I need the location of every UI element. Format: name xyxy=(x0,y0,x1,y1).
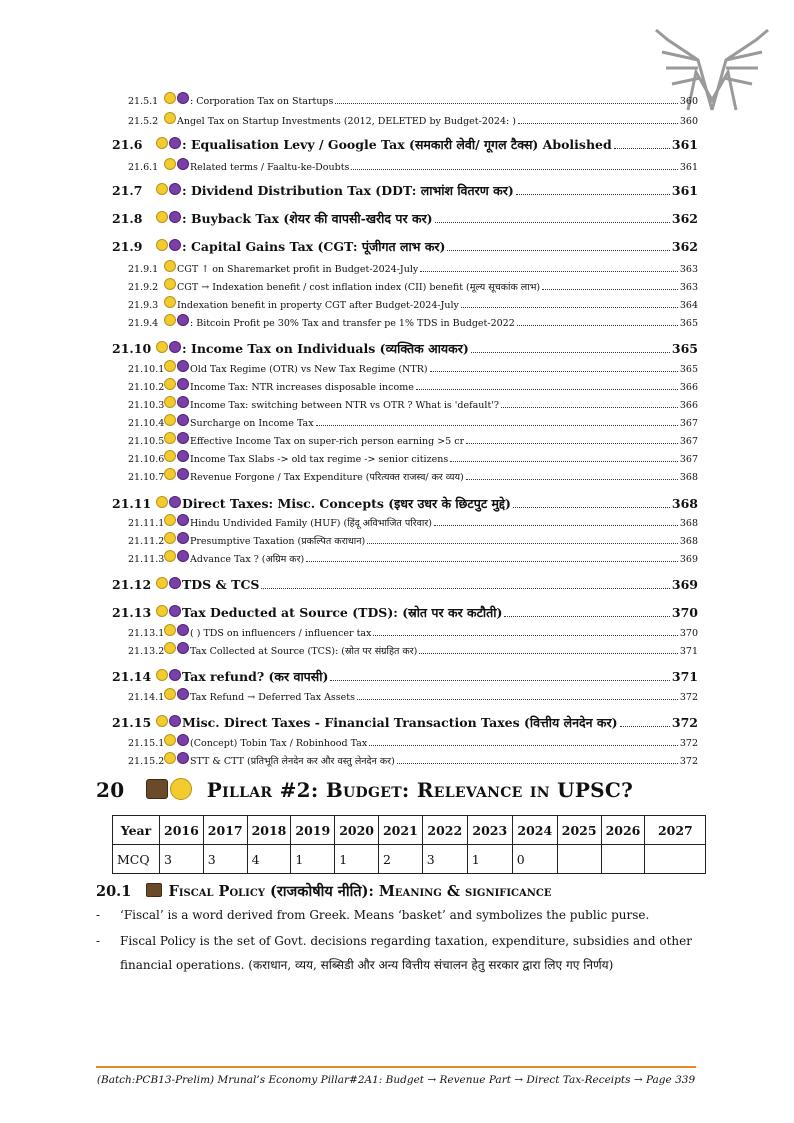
person-icon xyxy=(169,137,181,149)
toc-number: 21.10.6 xyxy=(128,454,165,465)
toc-number: 21.13.1 xyxy=(128,628,165,639)
lemon-icon xyxy=(164,296,176,308)
toc-entry[interactable] xyxy=(128,450,698,465)
toc-entry[interactable] xyxy=(128,296,698,311)
toc-title: Income Tax: NTR increases disposable income xyxy=(190,382,414,393)
year-cell: 2024 xyxy=(512,816,557,845)
mcq-cell xyxy=(645,845,706,874)
toc-page: 361 xyxy=(671,183,698,198)
toc-title: Tax Refund → Deferred Tax Assets xyxy=(190,692,355,703)
toc-title: Income Tax Slabs -> old tax regime -> senior citizens xyxy=(190,454,449,465)
toc-leader xyxy=(435,221,670,223)
toc-entry[interactable] xyxy=(112,495,698,512)
toc-number: 21.5.1 xyxy=(128,96,159,107)
toc-entry[interactable] xyxy=(128,624,698,639)
person-icon xyxy=(169,669,181,681)
toc-entry[interactable] xyxy=(128,92,698,107)
mcq-row xyxy=(113,845,706,874)
person-icon xyxy=(177,450,189,462)
toc-title: CGT → Indexation benefit / cost inflation index (CII) benefit (मूल्य सूचकांक लाभ) xyxy=(177,282,541,293)
toc-entry[interactable] xyxy=(128,378,698,393)
year-cell: 2021 xyxy=(378,816,422,845)
toc-title: Direct Taxes: Misc. Concepts (इधर उधर के छिटपुट मुद्दे) xyxy=(182,496,511,511)
toc-page: 371 xyxy=(671,669,698,684)
person-icon xyxy=(177,642,189,654)
toc-number: 21.9.3 xyxy=(128,300,159,311)
toc-entry[interactable] xyxy=(112,238,698,255)
toc-leader xyxy=(461,306,678,308)
lemon-icon xyxy=(156,577,168,589)
toc-title: Angel Tax on Startup Investments (2012, DELETED by Budget-2024: ) xyxy=(177,116,516,127)
toc-number: 21.13 xyxy=(112,605,152,620)
toc-number: 21.11.2 xyxy=(128,536,165,547)
person-icon xyxy=(169,605,181,617)
year-cell: Year xyxy=(113,816,160,845)
mcq-cell: 1 xyxy=(335,845,379,874)
toc-page: 370 xyxy=(679,628,698,639)
subsection-title: Fiscal Policy (राजकोषीय नीति): Meaning & significance xyxy=(168,883,552,900)
toc-number: 21.9.1 xyxy=(128,264,159,275)
toc-title: Indexation benefit in property CGT after Budget-2024-July xyxy=(177,300,459,311)
person-icon xyxy=(169,211,181,223)
toc-number: 21.10.1 xyxy=(128,364,165,375)
toc-number: 21.11.1 xyxy=(128,518,165,529)
lemon-icon xyxy=(156,496,168,508)
lemon-icon xyxy=(156,239,168,251)
toc-entry[interactable] xyxy=(128,550,698,565)
mcq-cell: 3 xyxy=(422,845,467,874)
toc-title: Related terms / Faaltu-ke-Doubts xyxy=(190,162,350,173)
toc-page: 367 xyxy=(679,418,698,429)
toc-leader xyxy=(357,698,678,700)
person-icon xyxy=(177,92,189,104)
toc-number: 21.10.3 xyxy=(128,400,165,411)
toc-title: Advance Tax ? (अग्रिम कर) xyxy=(190,554,305,565)
toc-entry[interactable] xyxy=(112,577,698,592)
toc-entry[interactable] xyxy=(128,314,698,329)
toc-number: 21.10 xyxy=(112,341,152,356)
mcq-cell: MCQ xyxy=(113,845,160,874)
toc-leader xyxy=(517,324,678,326)
section-title: Pillar #2: Budget: Relevance in UPSC? xyxy=(206,778,634,802)
mcq-cell xyxy=(557,845,601,874)
lemon-icon xyxy=(164,278,176,290)
lemon-icon xyxy=(164,532,176,544)
toc-entry[interactable] xyxy=(112,210,698,227)
lemon-icon xyxy=(164,414,176,426)
person-icon xyxy=(169,341,181,353)
toc-number: 21.5.2 xyxy=(128,116,159,127)
toc-page: 361 xyxy=(679,162,698,173)
toc-page: 365 xyxy=(679,364,698,375)
year-cell: 2018 xyxy=(247,816,291,845)
toc-page: 368 xyxy=(679,536,698,547)
toc-title: : Income Tax on Individuals (व्यक्तिक आयकर) xyxy=(182,341,469,356)
toc-title: STT & CTT (प्रतिभूति लेनदेन कर और वस्तु लेनदेन कर) xyxy=(190,756,395,767)
toc-title: : Capital Gains Tax (CGT: पूंजीगत लाभ कर) xyxy=(182,239,446,254)
toc-leader xyxy=(373,634,677,636)
lemon-icon xyxy=(164,396,176,408)
toc-page: 372 xyxy=(679,756,698,767)
person-icon xyxy=(177,414,189,426)
toc-leader xyxy=(620,725,670,727)
toc-entry[interactable] xyxy=(112,136,698,153)
toc-title: ( ) TDS on influencers / influencer tax xyxy=(190,628,372,639)
toc-number: 21.11 xyxy=(112,496,152,511)
toc-number: 21.12 xyxy=(112,577,152,592)
lemon-icon xyxy=(164,550,176,562)
lemon-icon xyxy=(164,752,176,764)
toc-number: 21.9.4 xyxy=(128,318,159,329)
toc-number: 21.7 xyxy=(112,183,143,198)
toc-title: : Buyback Tax (शेयर की वापसी-खरीद पर कर) xyxy=(182,211,433,226)
toc-leader xyxy=(430,370,678,372)
mcq-cell: 2 xyxy=(378,845,422,874)
lemon-icon xyxy=(164,734,176,746)
toc-page: 365 xyxy=(671,341,698,356)
toc-page: 368 xyxy=(679,472,698,483)
lemon-icon xyxy=(164,514,176,526)
toc-number: 21.15 xyxy=(112,715,152,730)
lemon-icon xyxy=(164,688,176,700)
toc-number: 21.13.2 xyxy=(128,646,165,657)
toc-number: 21.10.2 xyxy=(128,382,165,393)
toc-page: 368 xyxy=(671,496,698,511)
mcq-cell: 1 xyxy=(291,845,335,874)
person-icon xyxy=(177,752,189,764)
mcq-cell: 4 xyxy=(247,845,291,874)
year-cell: 2022 xyxy=(422,816,467,845)
toc-title: Presumptive Taxation (प्रकल्पित कराधान) xyxy=(190,536,366,547)
toc-leader xyxy=(516,193,670,195)
toc-page: 361 xyxy=(671,137,698,152)
person-icon xyxy=(177,550,189,562)
bullet-1: - ‘Fiscal’ is a word derived from Greek. Means ‘basket’ and symbolizes the public purse. xyxy=(96,908,650,922)
person-icon xyxy=(177,532,189,544)
page-footer: (Batch:PCB13-Prelim) Mrunal’s Economy Pillar#2A1: Budget → Revenue Part → Direct Tax-Receipts → Page 339 xyxy=(96,1074,696,1086)
lemon-icon xyxy=(164,92,176,104)
year-cell: 2025 xyxy=(557,816,601,845)
year-cell: 2020 xyxy=(335,816,379,845)
toc-title: Hindu Undivided Family (HUF) (हिंदू अविभाजित परिवार) xyxy=(190,518,432,529)
toc-number: 21.14.1 xyxy=(128,692,165,703)
toc-page: 362 xyxy=(671,211,698,226)
toc-number: 21.6 xyxy=(112,137,143,152)
toc-leader xyxy=(466,442,678,444)
toc-title: Tax Deducted at Source (TDS): (स्रोत पर कर कटौती) xyxy=(182,605,503,620)
toc-leader xyxy=(367,542,678,544)
section-heading: 20 Pillar #2: Budget: Relevance in UPSC? xyxy=(96,778,634,802)
mcq-cell xyxy=(601,845,645,874)
person-icon xyxy=(177,158,189,170)
lemon-icon xyxy=(156,211,168,223)
toc-number: 21.15.2 xyxy=(128,756,165,767)
toc-entry[interactable] xyxy=(112,714,698,731)
lemon-icon xyxy=(156,137,168,149)
person-icon xyxy=(177,468,189,480)
toc-number: 21.14 xyxy=(112,669,152,684)
lemon-icon xyxy=(164,112,176,124)
toc-entry[interactable] xyxy=(128,532,698,547)
toc-leader xyxy=(471,351,670,353)
person-icon xyxy=(177,734,189,746)
lemon-icon xyxy=(164,158,176,170)
toc-page: 372 xyxy=(671,715,698,730)
lemon-icon xyxy=(156,605,168,617)
mcq-cell: 3 xyxy=(203,845,247,874)
year-cell: 2026 xyxy=(601,816,645,845)
person-icon xyxy=(169,496,181,508)
toc-entry[interactable] xyxy=(128,734,698,749)
toc-leader xyxy=(369,744,678,746)
toc-leader xyxy=(261,587,669,589)
toc-leader xyxy=(542,288,678,290)
subsection-heading: 20.1 Fiscal Policy (राजकोषीय नीति): Meaning & significance xyxy=(96,883,552,900)
toc-title: (Concept) Tobin Tax / Robinhood Tax xyxy=(190,738,368,749)
toc-page: 367 xyxy=(679,454,698,465)
lemon-icon xyxy=(164,450,176,462)
toc-entry[interactable] xyxy=(112,182,698,199)
person-icon xyxy=(177,314,189,326)
toc-number: 21.6.1 xyxy=(128,162,159,173)
person-icon xyxy=(177,432,189,444)
person-icon xyxy=(177,378,189,390)
toc-page: 371 xyxy=(679,646,698,657)
toc-leader xyxy=(501,406,678,408)
toc-entry[interactable] xyxy=(128,432,698,447)
toc-number: 21.10.5 xyxy=(128,436,165,447)
lemon-icon xyxy=(164,432,176,444)
lemon-icon xyxy=(164,314,176,326)
toc-page: 367 xyxy=(679,436,698,447)
toc-title: Revenue Forgone / Tax Expenditure (परित्यक्त राजस्व/ कर व्यय) xyxy=(190,472,464,483)
toc-entry[interactable] xyxy=(128,158,698,173)
year-cell: 2027 xyxy=(645,816,706,845)
footer-divider xyxy=(96,1066,696,1068)
toc-leader xyxy=(420,270,678,272)
toc-title: Misc. Direct Taxes - Financial Transaction Taxes (वित्तीय लेनदेन कर) xyxy=(182,715,618,730)
toc-leader xyxy=(397,762,678,764)
toc-entry[interactable] xyxy=(128,752,698,767)
toc-number: 21.11.3 xyxy=(128,554,165,565)
person-icon xyxy=(177,688,189,700)
toc-leader xyxy=(416,388,678,390)
toc-page: 369 xyxy=(679,554,698,565)
lemon-icon xyxy=(156,183,168,195)
toc-title: : Equalisation Levy / Google Tax (समकारी लेवी/ गूगल टैक्स) Abolished xyxy=(182,137,612,152)
toc-leader xyxy=(351,168,677,170)
toc-number: 21.9.2 xyxy=(128,282,159,293)
toc-leader xyxy=(335,102,677,104)
toc-page: 360 xyxy=(679,96,698,107)
lemon-icon xyxy=(164,642,176,654)
toc-title: Effective Income Tax on super-rich person earning >5 cr xyxy=(190,436,465,447)
bullet-2-continued: financial operations. (कराधान, व्यय, सब्सिडी और अन्य वित्तीय संचालन हेतु सरकार द्वारा लिए गए निर्णय) xyxy=(120,958,614,972)
toc-page: 364 xyxy=(679,300,698,311)
briefcase-icon xyxy=(146,779,168,799)
toc-page: 363 xyxy=(679,282,698,293)
lemon-icon xyxy=(156,715,168,727)
person-icon xyxy=(169,715,181,727)
toc-entry[interactable] xyxy=(128,260,698,275)
toc-entry[interactable] xyxy=(128,414,698,429)
toc-entry[interactable] xyxy=(112,604,698,621)
toc-title: Surcharge on Income Tax xyxy=(190,418,314,429)
lemon-icon xyxy=(156,669,168,681)
person-icon xyxy=(177,396,189,408)
lemon-icon xyxy=(164,468,176,480)
toc-title: TDS & TCS xyxy=(182,577,260,592)
toc-leader xyxy=(504,615,669,617)
mcq-cell: 3 xyxy=(160,845,204,874)
bullet-2: - Fiscal Policy is the set of Govt. decisions regarding taxation, expenditure, subsidies and other xyxy=(96,934,692,948)
toc-entry[interactable] xyxy=(128,360,698,375)
toc-entry[interactable] xyxy=(128,642,698,657)
toc-title: Tax refund? (कर वापसी) xyxy=(182,669,329,684)
briefcase-icon xyxy=(146,883,162,897)
person-icon xyxy=(177,360,189,372)
toc-leader xyxy=(330,679,670,681)
toc-page: 372 xyxy=(679,692,698,703)
toc-leader xyxy=(513,506,670,508)
toc-leader xyxy=(316,424,678,426)
person-icon xyxy=(169,239,181,251)
toc-title: Income Tax: switching between NTR vs OTR ? What is 'default'? xyxy=(190,400,499,411)
toc-entry[interactable] xyxy=(128,112,698,127)
toc-number: 21.9 xyxy=(112,239,143,254)
toc-page: 366 xyxy=(679,382,698,393)
toc-page: 363 xyxy=(679,264,698,275)
toc-leader xyxy=(614,147,670,149)
year-cell: 2017 xyxy=(203,816,247,845)
lemon-icon xyxy=(164,260,176,272)
toc-title: CGT ↑ on Sharemarket profit in Budget-2024-July xyxy=(177,264,419,275)
person-icon xyxy=(169,577,181,589)
toc-page: 365 xyxy=(679,318,698,329)
toc-page: 366 xyxy=(679,400,698,411)
year-cell: 2019 xyxy=(291,816,335,845)
toc-page: 360 xyxy=(679,116,698,127)
toc-number: 21.8 xyxy=(112,211,143,226)
toc-entry[interactable] xyxy=(112,668,698,685)
toc-entry[interactable] xyxy=(128,468,698,483)
lemon-icon xyxy=(164,360,176,372)
toc-entry[interactable] xyxy=(128,514,698,529)
year-cell: 2016 xyxy=(160,816,204,845)
year-row xyxy=(113,816,706,845)
lemon-icon xyxy=(156,341,168,353)
toc-number: 21.10.7 xyxy=(128,472,165,483)
mcq-cell: 1 xyxy=(467,845,512,874)
toc-page: 369 xyxy=(671,577,698,592)
mcq-cell: 0 xyxy=(512,845,557,874)
person-icon xyxy=(177,514,189,526)
toc-page: 368 xyxy=(679,518,698,529)
toc-leader xyxy=(518,122,678,124)
toc-number: 21.15.1 xyxy=(128,738,165,749)
toc-entry[interactable] xyxy=(112,340,698,357)
lemon-icon xyxy=(164,624,176,636)
toc-number: 21.10.4 xyxy=(128,418,165,429)
toc-title: : Corporation Tax on Startups xyxy=(190,96,334,107)
toc-title: Tax Collected at Source (TCS): (स्रोत पर संग्रहित कर) xyxy=(190,646,418,657)
toc-entry[interactable] xyxy=(128,278,698,293)
person-icon xyxy=(177,624,189,636)
toc-title: Old Tax Regime (OTR) vs New Tax Regime (NTR) xyxy=(190,364,428,375)
mcq-table xyxy=(112,815,706,874)
toc-title: : Bitcoin Profit pe 30% Tax and transfer pe 1% TDS in Budget-2022 xyxy=(190,318,515,329)
toc-page: 370 xyxy=(671,605,698,620)
toc-leader xyxy=(419,652,678,654)
toc-page: 362 xyxy=(671,239,698,254)
lemon-icon xyxy=(164,378,176,390)
toc-leader xyxy=(447,249,669,251)
toc-page: 372 xyxy=(679,738,698,749)
toc-entry[interactable] xyxy=(128,688,698,703)
toc-leader xyxy=(306,560,678,562)
toc-title: : Dividend Distribution Tax (DDT: लाभांश वितरण कर) xyxy=(182,183,514,198)
toc-leader xyxy=(466,478,678,480)
toc-leader xyxy=(450,460,678,462)
lemon-icon xyxy=(170,778,192,800)
person-icon xyxy=(169,183,181,195)
toc-entry[interactable] xyxy=(128,396,698,411)
toc-leader xyxy=(434,524,678,526)
year-cell: 2023 xyxy=(467,816,512,845)
